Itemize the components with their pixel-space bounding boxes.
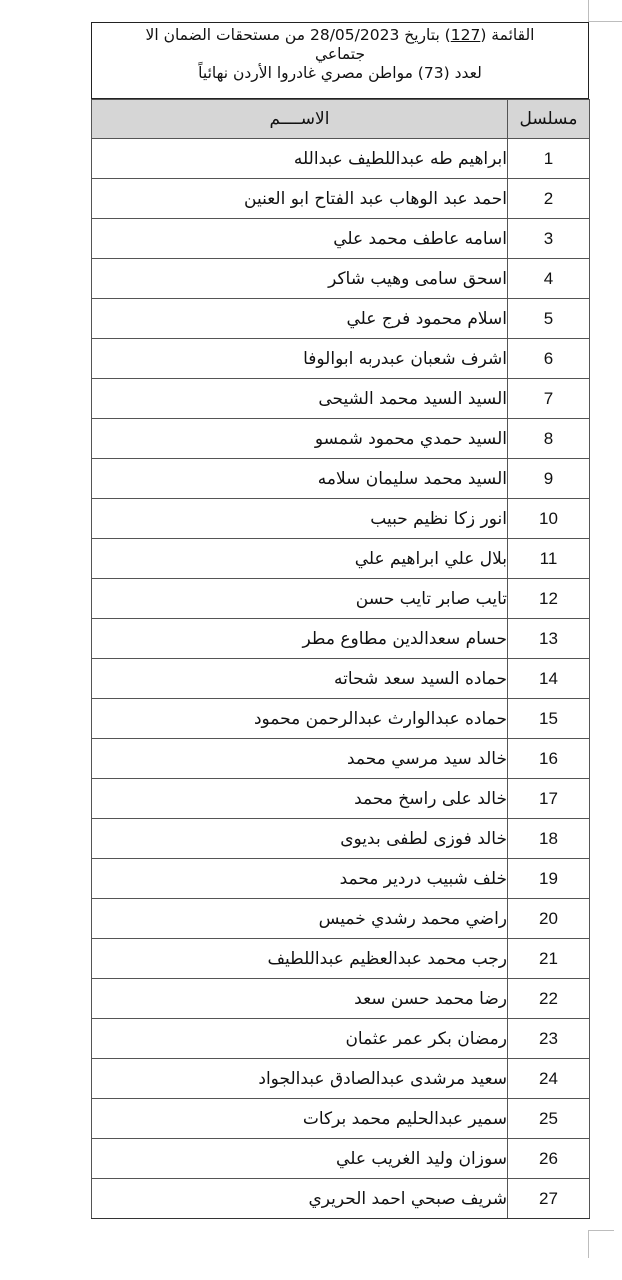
serial-cell: 26 <box>508 1139 590 1179</box>
serial-cell: 20 <box>508 899 590 939</box>
name-cell: خالد سيد مرسي محمد <box>92 739 508 779</box>
serial-cell: 16 <box>508 739 590 779</box>
name-cell: سعيد مرشدى عبدالصادق عبدالجواد <box>92 1059 508 1099</box>
name-cell: خالد فوزى لطفى بديوى <box>92 819 508 859</box>
table-row <box>92 1139 590 1179</box>
table-row <box>92 1019 590 1059</box>
serial-cell: 7 <box>508 379 590 419</box>
name-cell: حماده السيد سعد شحاته <box>92 659 508 699</box>
table-row <box>92 979 590 1019</box>
serial-cell: 11 <box>508 539 590 579</box>
serial-cell: 5 <box>508 299 590 339</box>
name-cell: احمد عبد الوهاب عبد الفتاح ابو العنين <box>92 179 508 219</box>
table-row <box>92 939 590 979</box>
name-cell: ابراهيم طه عبداللطيف عبدالله <box>92 139 508 179</box>
title-suffix: ) بتاريخ 28/05/2023 من مستحقات الضمان الا <box>145 26 451 44</box>
name-cell: بلال علي ابراهيم علي <box>92 539 508 579</box>
serial-cell: 15 <box>508 699 590 739</box>
table-row <box>92 899 590 939</box>
table-row <box>92 859 590 899</box>
name-cell: السيد السيد محمد الشيحى <box>92 379 508 419</box>
serial-cell: 9 <box>508 459 590 499</box>
name-cell: اسحق سامى وهيب شاكر <box>92 259 508 299</box>
name-cell: اسامه عاطف محمد علي <box>92 219 508 259</box>
serial-cell: 3 <box>508 219 590 259</box>
document <box>91 22 589 1219</box>
page-corner-mark-top-h <box>589 21 622 22</box>
name-cell: سوزان وليد الغريب علي <box>92 1139 508 1179</box>
table-row <box>92 179 590 219</box>
serial-cell: 13 <box>508 619 590 659</box>
name-cell: اشرف شعبان عبدربه ابوالوفا <box>92 339 508 379</box>
table-row <box>92 459 590 499</box>
name-cell: شريف صبحي احمد الحريري <box>92 1179 508 1219</box>
name-cell: انور زكا نظيم حبيب <box>92 499 508 539</box>
table-row <box>92 539 590 579</box>
names-table <box>91 99 590 1219</box>
serial-cell: 18 <box>508 819 590 859</box>
serial-cell: 24 <box>508 1059 590 1099</box>
table-header-row <box>92 100 590 139</box>
serial-cell: 23 <box>508 1019 590 1059</box>
serial-cell: 8 <box>508 419 590 459</box>
serial-cell: 10 <box>508 499 590 539</box>
table-row <box>92 219 590 259</box>
name-cell: رجب محمد عبدالعظيم عبداللطيف <box>92 939 508 979</box>
serial-cell: 17 <box>508 779 590 819</box>
serial-cell: 27 <box>508 1179 590 1219</box>
title-prefix: القائمة ( <box>480 26 535 44</box>
name-cell: خالد على راسخ محمد <box>92 779 508 819</box>
serial-cell: 6 <box>508 339 590 379</box>
name-cell: السيد حمدي محمود شمسو <box>92 419 508 459</box>
table-row <box>92 579 590 619</box>
table-row <box>92 259 590 299</box>
name-cell: السيد محمد سليمان سلامه <box>92 459 508 499</box>
column-header-serial: مسلسل <box>508 100 590 139</box>
serial-cell: 21 <box>508 939 590 979</box>
table-row <box>92 699 590 739</box>
title-line-2: جتماعي <box>314 45 366 63</box>
table-row <box>92 299 590 339</box>
page-corner-mark-bottom <box>588 1230 589 1258</box>
table-row <box>92 139 590 179</box>
serial-cell: 2 <box>508 179 590 219</box>
serial-cell: 1 <box>508 139 590 179</box>
table-row <box>92 659 590 699</box>
table-row <box>92 1179 590 1219</box>
table-row <box>92 1059 590 1099</box>
table-row <box>92 739 590 779</box>
table-row <box>92 619 590 659</box>
table-row <box>92 499 590 539</box>
table-row <box>92 339 590 379</box>
name-cell: رضا محمد حسن سعد <box>92 979 508 1019</box>
column-header-name: الاســــم <box>92 100 508 139</box>
title-line-3: لعدد (73) مواطن مصري غادروا الأردن نهائياً <box>198 64 482 82</box>
table-row <box>92 1099 590 1139</box>
page-corner-mark-top <box>588 0 589 22</box>
serial-cell: 19 <box>508 859 590 899</box>
title-line-1 <box>98 26 582 45</box>
serial-cell: 22 <box>508 979 590 1019</box>
name-cell: رمضان بكر عمر عثمان <box>92 1019 508 1059</box>
serial-cell: 12 <box>508 579 590 619</box>
serial-cell: 14 <box>508 659 590 699</box>
name-cell: سمير عبدالحليم محمد بركات <box>92 1099 508 1139</box>
name-cell: حماده عبدالوارث عبدالرحمن محمود <box>92 699 508 739</box>
list-number: 127 <box>450 26 481 44</box>
page-corner-mark-bottom-h <box>588 1230 614 1231</box>
name-cell: راضي محمد رشدي خميس <box>92 899 508 939</box>
table-row <box>92 779 590 819</box>
table-row <box>92 419 590 459</box>
name-cell: تايب صابر تايب حسن <box>92 579 508 619</box>
serial-cell: 25 <box>508 1099 590 1139</box>
serial-cell: 4 <box>508 259 590 299</box>
name-cell: اسلام محمود فرج علي <box>92 299 508 339</box>
title-box <box>91 22 589 99</box>
name-cell: حسام سعدالدين مطاوع مطر <box>92 619 508 659</box>
name-cell: خلف شبيب دردير محمد <box>92 859 508 899</box>
table-row <box>92 379 590 419</box>
table-row <box>92 819 590 859</box>
